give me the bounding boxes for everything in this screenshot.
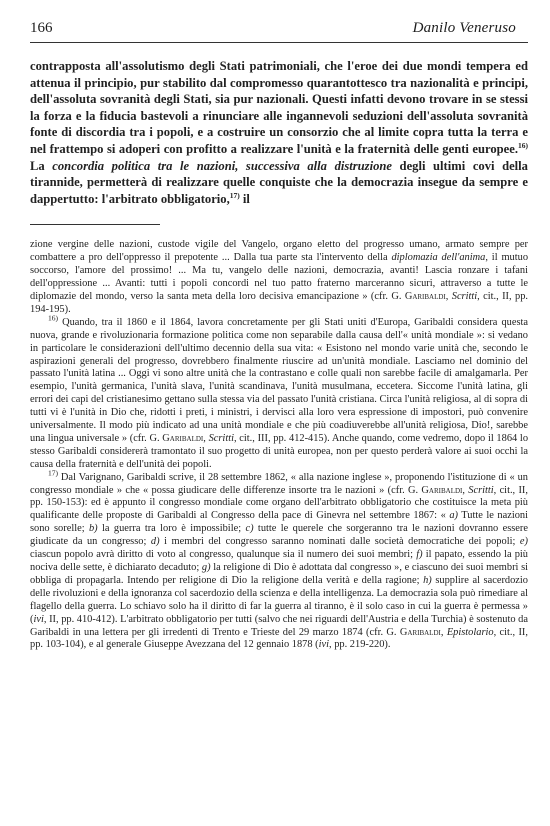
note-italic: a)	[449, 510, 458, 522]
note-italic: ivi	[33, 613, 44, 625]
footnotes	[30, 239, 528, 652]
note-text: , cit., III, pp. 412-415). Anche quando, come vedremo, dopo il 1864 lo stesso Garibaldi considererà tramontato il suo progetto di unità europea, non per questo perderà valore ai suoi occhi la causa della fraternità e dell'unità dei popoli.	[30, 432, 529, 470]
note-italic: c)	[245, 523, 254, 535]
note-text: , il mutuo soccorso, l'amore del prossimo! ... Ma tu, vangelo delle nazioni, democrazia, avanti! Lascia ronzare i tafani dell'oppressione ... Avanti: tutti i popoli concordi nel tuo patto fraterno marceranno sicuri, attraverso a tutte le diplomazie del mondo, verso la santa meta della loro decisiva emancipazione » (cfr. G.	[30, 252, 529, 302]
note-author: Garibaldi	[404, 290, 446, 302]
footnote-separator	[30, 224, 160, 239]
note-text: ,	[203, 432, 209, 444]
note-text: tutte le querele che sorgeranno tra le nazioni dovranno essere giudicate da un congresso;	[30, 523, 528, 548]
footnote-continuation	[30, 239, 528, 316]
note-author: Garibaldi	[162, 432, 204, 444]
main-text-segment: il	[239, 191, 250, 206]
note-italic: f)	[416, 549, 423, 561]
note-italic: d)	[150, 536, 160, 548]
main-text-emphasis: concordia politica tra le nazioni, successiva alla distruzione	[52, 158, 392, 173]
footnote-number: 16)	[48, 313, 58, 323]
note-text: supplire al sacerdozio delle rivoluzioni e della ignoranza col sacerdozio della scienza e della intelligenza. La democrazia sola può rimediare al flagello della guerra. Lo schiavo solo ha il diritto di far la guerra al tiranno, è il solo caso in cui la guerra è permessa » (	[30, 574, 528, 625]
note-text: ,	[440, 626, 447, 638]
note-text: la religione di Dio è adottata dal congresso », e ciascuno dei suoi membri si obbliga di propagarla. Intendo per religione di Dio la religione della verità e della ragione;	[30, 562, 528, 586]
note-text: la guerra tra loro è impossibile;	[97, 523, 246, 535]
main-paragraph	[30, 58, 528, 207]
note-italic: diplomazia dell'anima	[391, 252, 486, 264]
note-italic: e)	[519, 536, 528, 548]
note-text: , cit., II, pp. 150-153): ed è appunto il congresso mondiale come organo dell'arbitrato obbligatorio che costituisce la meta più qualificante delle proposte di Garibaldi al Congresso della pace di Ginevra nel settembre 1867: «	[30, 484, 528, 522]
footnote-ref-17: 17)	[229, 190, 240, 200]
note-text: zione vergine delle nazioni, custode vigile del Vangelo, organo eletto del progresso umano, armato sempre per combattere a pro dell'oppresso il prepotente ... Dalla tua parte sta l'intervento della	[30, 239, 528, 264]
note-text: ciascun popolo avrà diritto di voto al congresso, qualunque sia il numero dei suoi membri;	[30, 549, 417, 561]
note-italic: Epistolario	[446, 626, 494, 638]
note-text: ,	[462, 484, 469, 496]
note-text: Tutte le nazioni sono sorelle;	[30, 510, 528, 535]
footnote-17	[30, 468, 528, 653]
note-text: , pp. 219-220).	[329, 639, 391, 651]
note-text: i membri del congresso saranno nominati dalle società democratiche dei popoli;	[159, 536, 520, 548]
footnote-ref-16: 16)	[518, 140, 528, 150]
note-text: , cit., II, pp. 194-195).	[30, 290, 528, 315]
footnote-16	[30, 313, 529, 472]
main-text	[30, 58, 528, 207]
main-text-segment: La	[30, 158, 53, 173]
main-text-segment: contrapposta all'assolutismo degli Stati patrimoniali, che l'eroe dei due mondi tempera ed attenua il principio, pur stabilito dal compromesso quarantottesco tra nazionalità e principi, dell'assoluta sovranità degli Stati, sia pur nazionali. Questi infatti devono trovare in se stessi la forza e la fiducia bastevoli a rinunciare alle ingannevoli seduzioni dell'assoluta sovranità fonte di discordia tra i popoli, e a costruire un consorzio che al limite copra tutta la terra e nel frattempo si adoperi con profitto a realizzare l'unità e la fraternità delle genti europee.	[30, 59, 528, 156]
running-head: Danilo Veneruso	[412, 20, 516, 36]
page-header	[30, 20, 528, 43]
note-text: Quando, tra il 1860 e il 1864, lavora concretamente per gli Stati uniti d'Europa, Garibaldi considera questa nuova, grande e rivoluzionaria formazione politica come non separabile dalla causa dell'« unità mondiale »: si vedano in particolare le considerazioni dell'ultimo decennio della sua vita: « Esistono nel mondo varie unità che, secondo le aspirazioni generali del progresso, dovrebbero finalmente riuscire ad un'unità mondiale. Lasciamo nel dominio del passato l'unità latina ... Oggi vi sono altre unità che la contrastano e colle quali non sarebbe facile di amalgamarla. Per esempio, l'unità germanica, l'unità slava, l'unità scandinava, l'unità musulmana, eccetera. Siccome l'unità latina, gli errori dei capi del cristianesimo gettano sulla stessa via del passato l'unità cristiana. Circa l'unità religiosa, al di sopra di tutti vi è l'unità in Dio che, ridotti i preti, i ministri, i dervisci alla loro vera espressione di impostori, può convenire universalmente. Il modo più indicato ad una unità mondiale e che più coadiuverebbe all'unità religiosa, Dio!, sarebbe una lingua universale » (cfr. G.	[30, 316, 528, 444]
note-italic: Scritti	[451, 290, 478, 302]
note-text: Dal Varignano, Garibaldi scrive, il 28 settembre 1862, « alla nazione inglese », proponendo l'istituzione di « un congresso mondiale » che « possa giudicare delle differenze insorte tra le nazioni » (cfr. G.	[30, 471, 528, 496]
page-number: 166	[30, 20, 53, 36]
note-italic: g)	[201, 562, 211, 573]
note-text: il papato, essendo la più nociva delle sette, è dichiarato decaduto;	[30, 549, 528, 573]
note-text: , cit., II, pp. 103-104), e al generale Giuseppe Avezzana del 12 gennaio 1878 (	[30, 626, 528, 651]
note-italic: Scritti	[468, 484, 494, 496]
note-italic: ivi	[318, 639, 330, 651]
note-text: , II, pp. 410-412). L'arbitrato obbligatorio per tutti (salvo che nei riguardi dell'Austria e della Turchia) è sostenuto da Garibaldi in una lettera per gli irredenti di Trento e Trieste del 29 marzo 1874 (cfr. G.	[30, 613, 528, 638]
note-author: Garibaldi	[421, 484, 463, 496]
main-text-segment: degli ultimi covi della tirannide, permetterà di realizzare quelle conquiste che la democrazia insegue da sempre e dappertutto: l'arbitrato obbligatorio,	[30, 158, 528, 206]
footnote-number: 17)	[48, 468, 58, 478]
note-italic: Scritti	[208, 432, 234, 444]
note-author: Garibaldi	[399, 626, 441, 638]
note-text: ,	[445, 290, 452, 302]
note-italic: h)	[423, 574, 432, 586]
note-italic: b)	[88, 523, 98, 535]
